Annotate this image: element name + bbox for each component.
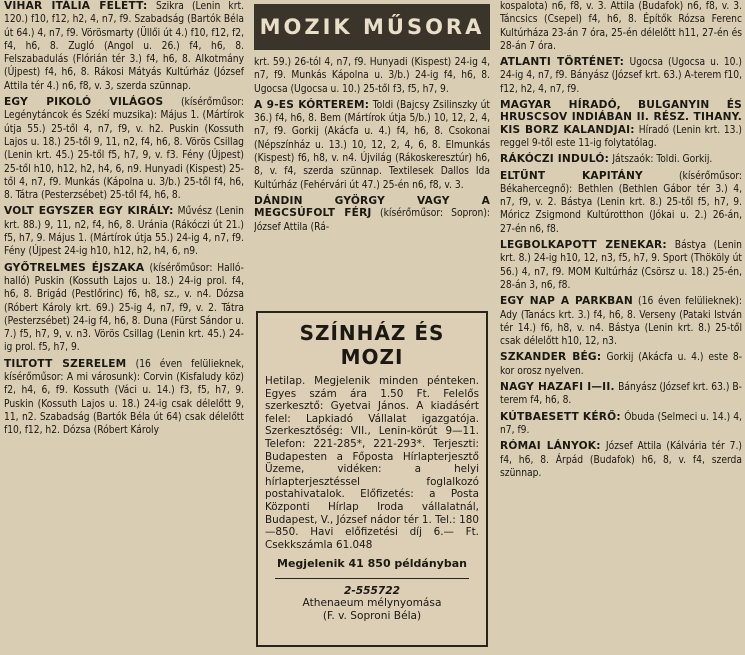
print-code: 2-555722 [344,585,400,598]
film-title: ATLANTI TÖRTÉNET: [500,56,625,69]
film-schedule: Óbuda (Selmeci u. 14.) 4, n7, f9. [500,411,742,436]
listing-entry [500,295,742,348]
film-schedule: Toldi (Bajcsy Zsilinszky út 36.) f4, h6, 8. Bem (Mártírok útja 5/b.) 10, 12, 2, 4, n7, f9. Gorkij (Akácfa u. 4.) f4, h6, 8. Csokonai (Népszínház u. 13.) 10, 12, 2, 4, 6, 8. Elmunkás (Kispest) f6, h8, v. n4. Újvilág (Rákoskeresztúr) h6, 8, v. f4, szerda szünnap. Textilesek Dallos Ida Kultúrház (Fehérvári út 47.) 25-én n6, f8, v. 3. [254,99,490,191]
printer-manager-line: (F. v. Soproni Béla) [322,610,422,623]
film-schedule: Gorkij (Akácfa u. 4.) este 8-kor orosz nyelven. [500,352,742,377]
film-schedule: Művész (Lenin krt. 88.) 9, 11, n2, f4, h6, 8. Uránia (Rákóczi út 21.) f5, h7, 9. Május 1. (Mártírok útja 55.) 24-ig 4, n7, f9. Fény (Újpest 24-ig h10, h12, h2, h4, 6, n9. [4,206,244,258]
listing-entry [500,381,742,408]
listing-entry [4,205,244,258]
film-schedule: kospalota) n6, f8, v. 3. Attila (Budafok) n6, f8, v. 3. Táncsics (Csepel) f4, h6, 8. Építők Rózsa Ferenc Kultúrháza 23-án 7 óra, 25-én délelőtt h11, 27-én és 28-án 7 óra. [500,1,742,52]
listing-entry [4,0,244,93]
circulation-line: Megjelenik 41 850 példányban [277,557,467,571]
listings-column-middle [254,56,490,308]
film-title: MAGYAR HÍRADÓ, BULGANYIN ÉS HRUSCSOV INDIÁBAN II. RÉSZ. TIHANY. KIS BORZ KALANDJAI: [500,99,742,136]
film-title: EGY NAP A PARKBAN [500,295,633,308]
film-title: TILTOTT SZERELEM [4,357,127,370]
film-schedule: (16 éven felülieknek, kísérőműsor: A mi városunk): Corvin (Kisfaludy köz) f2, h4, 6, f9. Kossuth (Váci u. 14.) f3, f5, h7, 9. Puskin (Kossuth Lajos u. 18.) 24-ig csak délelőtt 9, 11, n2. Szabadság (Bartók Béla út 64) csak délelőtt f10, f12, h2. Dózsa (Róbert Károly [4,358,244,437]
listing-entry [500,170,742,236]
film-schedule: Játszaók: Toldi. Gorkij. [612,154,713,166]
section-banner: MOZIK MŰSORA [254,4,490,50]
listing-entry [4,358,244,438]
film-schedule: (kísérőműsor: Sopron): József Attila (Rá- [254,208,490,233]
film-schedule: Bástya (Lenin krt. 8.) 24-ig h10, 12, n3, f5, h7, 9. Sport (Thököly út 56.) 4, n7, f9. MOM Kultúrház (Csörsz u. 18.) 25-én, 28-án 3, n6, f8. [500,240,742,291]
listing-entry [254,99,490,192]
divider [275,578,469,579]
listing-entry [4,96,244,202]
listings-column-right [500,0,742,655]
film-title: ELTŰNT KAPITÁNY [500,169,643,182]
film-title: VIHAR ITÁLIA FELETT: [4,0,148,12]
film-title: DÁNDIN GYÖRGY VAGY A MEGCSÚFOLT FÉRJ [254,194,490,220]
listing-entry [500,153,742,166]
film-title: KÚTBAESETT KÉRŐ: [500,410,621,423]
film-title: NAGY HAZAFI I—II. [500,381,615,394]
listing-entry [500,411,742,438]
film-schedule: (kísérőműsor: Legénytáncok és Székí muzsika): Május 1. (Mártírok útja 55.) 25-től 4, n7, f9, v. h2. Puskin (Kossuth Lajos u. 18.) 25-től 9, 11, n2, f4, h6, 8. Vörös Csillag (Lenin krt. 45.) 25-től f5, h7, 9, v. f3. Fény (Újpest) 25-től h10, h12, h2, h4, 6, n9. Hunyadi (Kispest) 25-től 4, n7, f9. Munkás (Kápolna u. 3/b.) 25-től f4, h6, 8. Tátra (Pesterzsébet) 25-től f4, h6, 8. [4,97,244,202]
film-title: LEGBOLKAPOTT ZENEKAR: [500,239,667,252]
film-schedule: Ugocsa (Ugocsa u. 10.) 24-ig 4, n7, f9. Bányász (József krt. 63.) A-terem f10, f12, h2, 4, n7, f9. [500,57,742,95]
listing-entry [254,56,490,96]
film-schedule: (kísérőműsor: Békahercegnő): Bethlen (Bethlen Gábor tér 3.) 4, n7, f9, v. 2. Bástya (Lenin krt. 8.) 25-től f5, h7, 9. Móricz Zsigmond Kultúrotthon (Jókai u. 2.) 26-án, 27-én n6, f8. [500,170,742,235]
film-title: SZKANDER BÉG: [500,351,602,364]
masthead-title: SZÍNHÁZ ÉS MOZI [299,321,445,369]
film-schedule: krt. 59.) 26-tól 4, n7, f9. Hunyadi (Kispest) 24-ig 4, n7, f9. Munkás Kápolna u. 3/b.) 24-ig f4, h6, 8. Ugocsa (Ugocsa u. 10.) 25-től f3, f5, h7, 9. [254,57,490,95]
film-title: EGY PIKOLÓ VILÁGOS [4,96,164,109]
film-schedule: József Attila (Kálvária tér 7.) f4, h6, 8. Árpád (Budafok) h6, 8, v. f4, szerda szünnap. [500,441,742,479]
masthead-imprint: Hetilap. Megjelenik minden pénteken. Egyes szám ára 1.50 Ft. Felelős szerkesztő: Gyetvai János. A kiadásért felel: Lapkiadó Vállalat igazgatója. Szerkesztőség: VII., Lenin-körút 9—11. Telefon: 221-285*, 221-293*. Terjeszti: Budapesten a Főposta Hírlapterjesztő Üzeme, vidéken: a helyi hírlapterjesztéssel foglalkozó postahivatalok. Előfizetés: a Posta Központi Hírlap Iroda vállalatnál, Budapest, V., József nádor tér 1. Tel.: 180—850. Havi előfizetési díj 6.— Ft. Csekkszámla 61.048 [265,375,479,551]
listing-entry [4,262,244,355]
listing-entry [500,0,742,53]
listing-entry [500,99,742,150]
printer-line: Athenaeum mélynyomása [302,597,442,610]
listing-entry [500,239,742,292]
film-title: RÁKÓCZI INDULÓ: [500,153,609,166]
listing-entry [500,351,742,378]
film-schedule: (kísérőműsor: Halló-halló) Puskin (Kossuth Lajos u. 18.) 24-ig prol. f4, h6, 8. Brigád (Pestlőrinc) f6, h8, sz., v. n4. Dózsa (Róbert Károly krt. 69.) 25-ig 4, n7, f9, v. 2. Tátra (Pesterzsébet) 24-ig f4, h6, 8. Duna (Fürst Sándor u. 7.) f5, h7, 9, v. n3. Vörös Csillag (Lenin krt. 45.) 24-ig prol. f5, h7, 9. [4,262,244,354]
listing-entry [254,195,490,234]
film-schedule: Szikra (Lenin krt. 120.) f10, f12, h2, 4, n7, f9. Szabadság (Bartók Béla út 64.) 4, n7, f9. Vörösmarty (Üllői út 4.) f10, f12, f2, f4, h6, 8. Zugló (Angol u. 26.) f4, h6, 8. Felszabadulás (Flórián tér 3.) f4, h6, 8. Alkotmány (Újpest) f4, h6, 8. Rákosi Mátyás Kultúrház (József Attila tér 4.) n6, f8, v. 3, szerda szünnap. [4,1,244,92]
film-title: RÓMAI LÁNYOK: [500,440,601,453]
film-title: A 9-ES KÓRTEREM: [254,98,370,111]
listings-column-left [4,0,244,655]
film-schedule: Bányász (József krt. 63.) B-terem f4, h6, 8. [500,382,742,407]
film-schedule: Híradó (Lenin krt. 13.) reggel 9-től este 11-ig folytatólag. [500,124,742,149]
listing-entry [500,56,742,96]
film-schedule: (16 éven felülieknek): Ady (Tanács krt. 3.) f4, h6, 8. Verseny (Pataki István tér 14.) f6, h8, v. n4. Bástya (Lenin krt. 8.) 25-től csak délelőtt h10, 12, n3. [500,296,742,348]
film-title: VOLT EGYSZER EGY KIRÁLY: [4,205,174,218]
listing-entry [500,440,742,480]
masthead-box [256,311,488,647]
film-title: GYŐTRELMES ÉJSZAKA [4,261,145,274]
